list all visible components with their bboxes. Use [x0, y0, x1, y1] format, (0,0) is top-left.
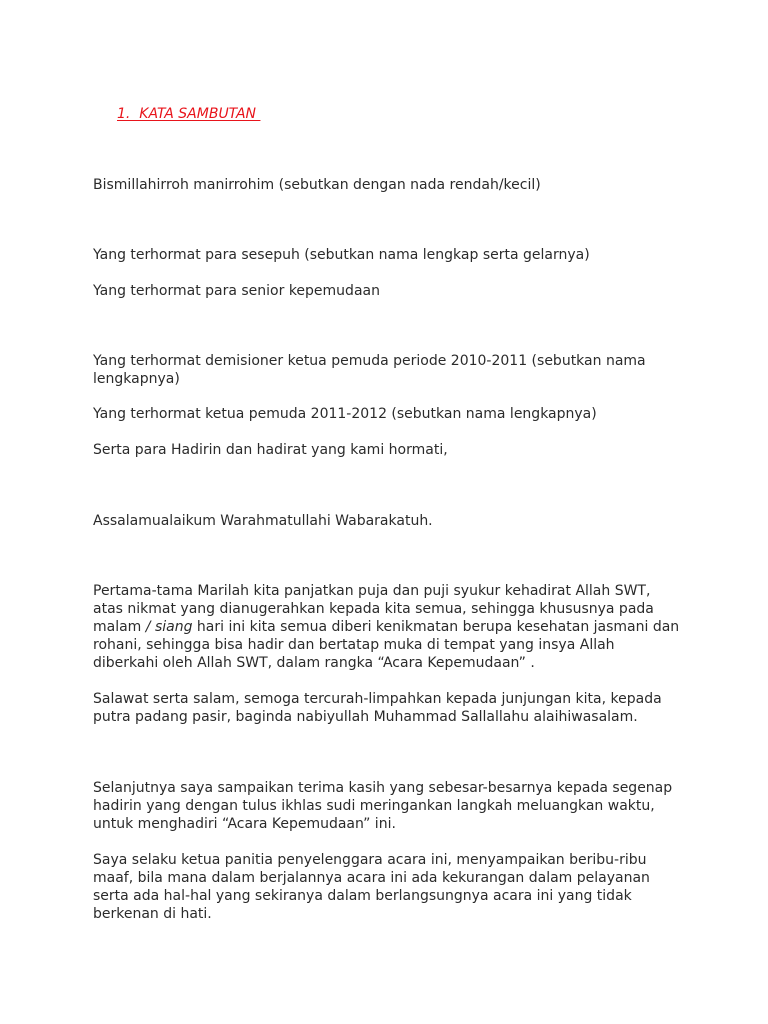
- paragraph-gratitude-part-1: Pertama-tama Marilah kita panjatkan puja dan puji syukur kehadirat Allah SWT, atas nikmat yang dianugerahkan kepada kita semua, sehingga khususnya pada malam: [93, 583, 654, 635]
- section-heading: 1. KATA SAMBUTAN: [117, 106, 261, 122]
- paragraph-apology: Saya selaku ketua panitia penyelenggara acara ini, menyampaikan beribu-ribu maaf, bila mana dalam berjalannya acara ini ada kekurangan dalam pelayanan serta ada hal-hal yang sekiranya dalam berlangsungnya acara ini yang tidak berkenan di hati.: [93, 852, 650, 922]
- paragraph-greeting-attendees: Serta para Hadirin dan hadirat yang kami hormati,: [93, 442, 448, 458]
- paragraph-bismillah: Bismillahirroh manirrohim (sebutkan dengan nada rendah/kecil): [93, 177, 541, 193]
- paragraph-thanks: Selanjutnya saya sampaikan terima kasih yang sebesar-besarnya kepada segenap hadirin yang dengan tulus ikhlas sudi meringankan langkah meluangkan waktu, untuk menghadiri “Acara Kepemudaan” ini.: [93, 780, 673, 832]
- paragraph-salam: Assalamualaikum Warahmatullahi Wabarakatuh.: [93, 513, 433, 529]
- paragraph-greeting-chair: Yang terhormat ketua pemuda 2011-2012 (sebutkan nama lengkapnya): [93, 406, 597, 422]
- paragraph-gratitude-italic: / siang: [145, 619, 193, 635]
- paragraph-greeting-former-chair: Yang terhormat demisioner ketua pemuda periode 2010-2011 (sebutkan nama lengkapnya): [93, 353, 646, 387]
- paragraph-gratitude-part-2: hari ini kita semua diberi kenikmatan berupa kesehatan jasmani dan rohani, sehingga bisa hadir dan bertatap muka di tempat yang insya Allah diberkahi oleh Allah SWT, dalam rangka “Acara Kepemudaan” .: [93, 619, 680, 671]
- paragraph-gratitude: [93, 582, 683, 672]
- paragraph-greeting-seniors: Yang terhormat para senior kepemudaan: [93, 283, 380, 299]
- paragraph-salawat: Salawat serta salam, semoga tercurah-limpahkan kepada junjungan kita, kepada putra padang pasir, baginda nabiyullah Muhammad Sallallahu alaihiwasalam.: [93, 691, 662, 725]
- paragraph-greeting-elders: Yang terhormat para sesepuh (sebutkan nama lengkap serta gelarnya): [93, 247, 590, 263]
